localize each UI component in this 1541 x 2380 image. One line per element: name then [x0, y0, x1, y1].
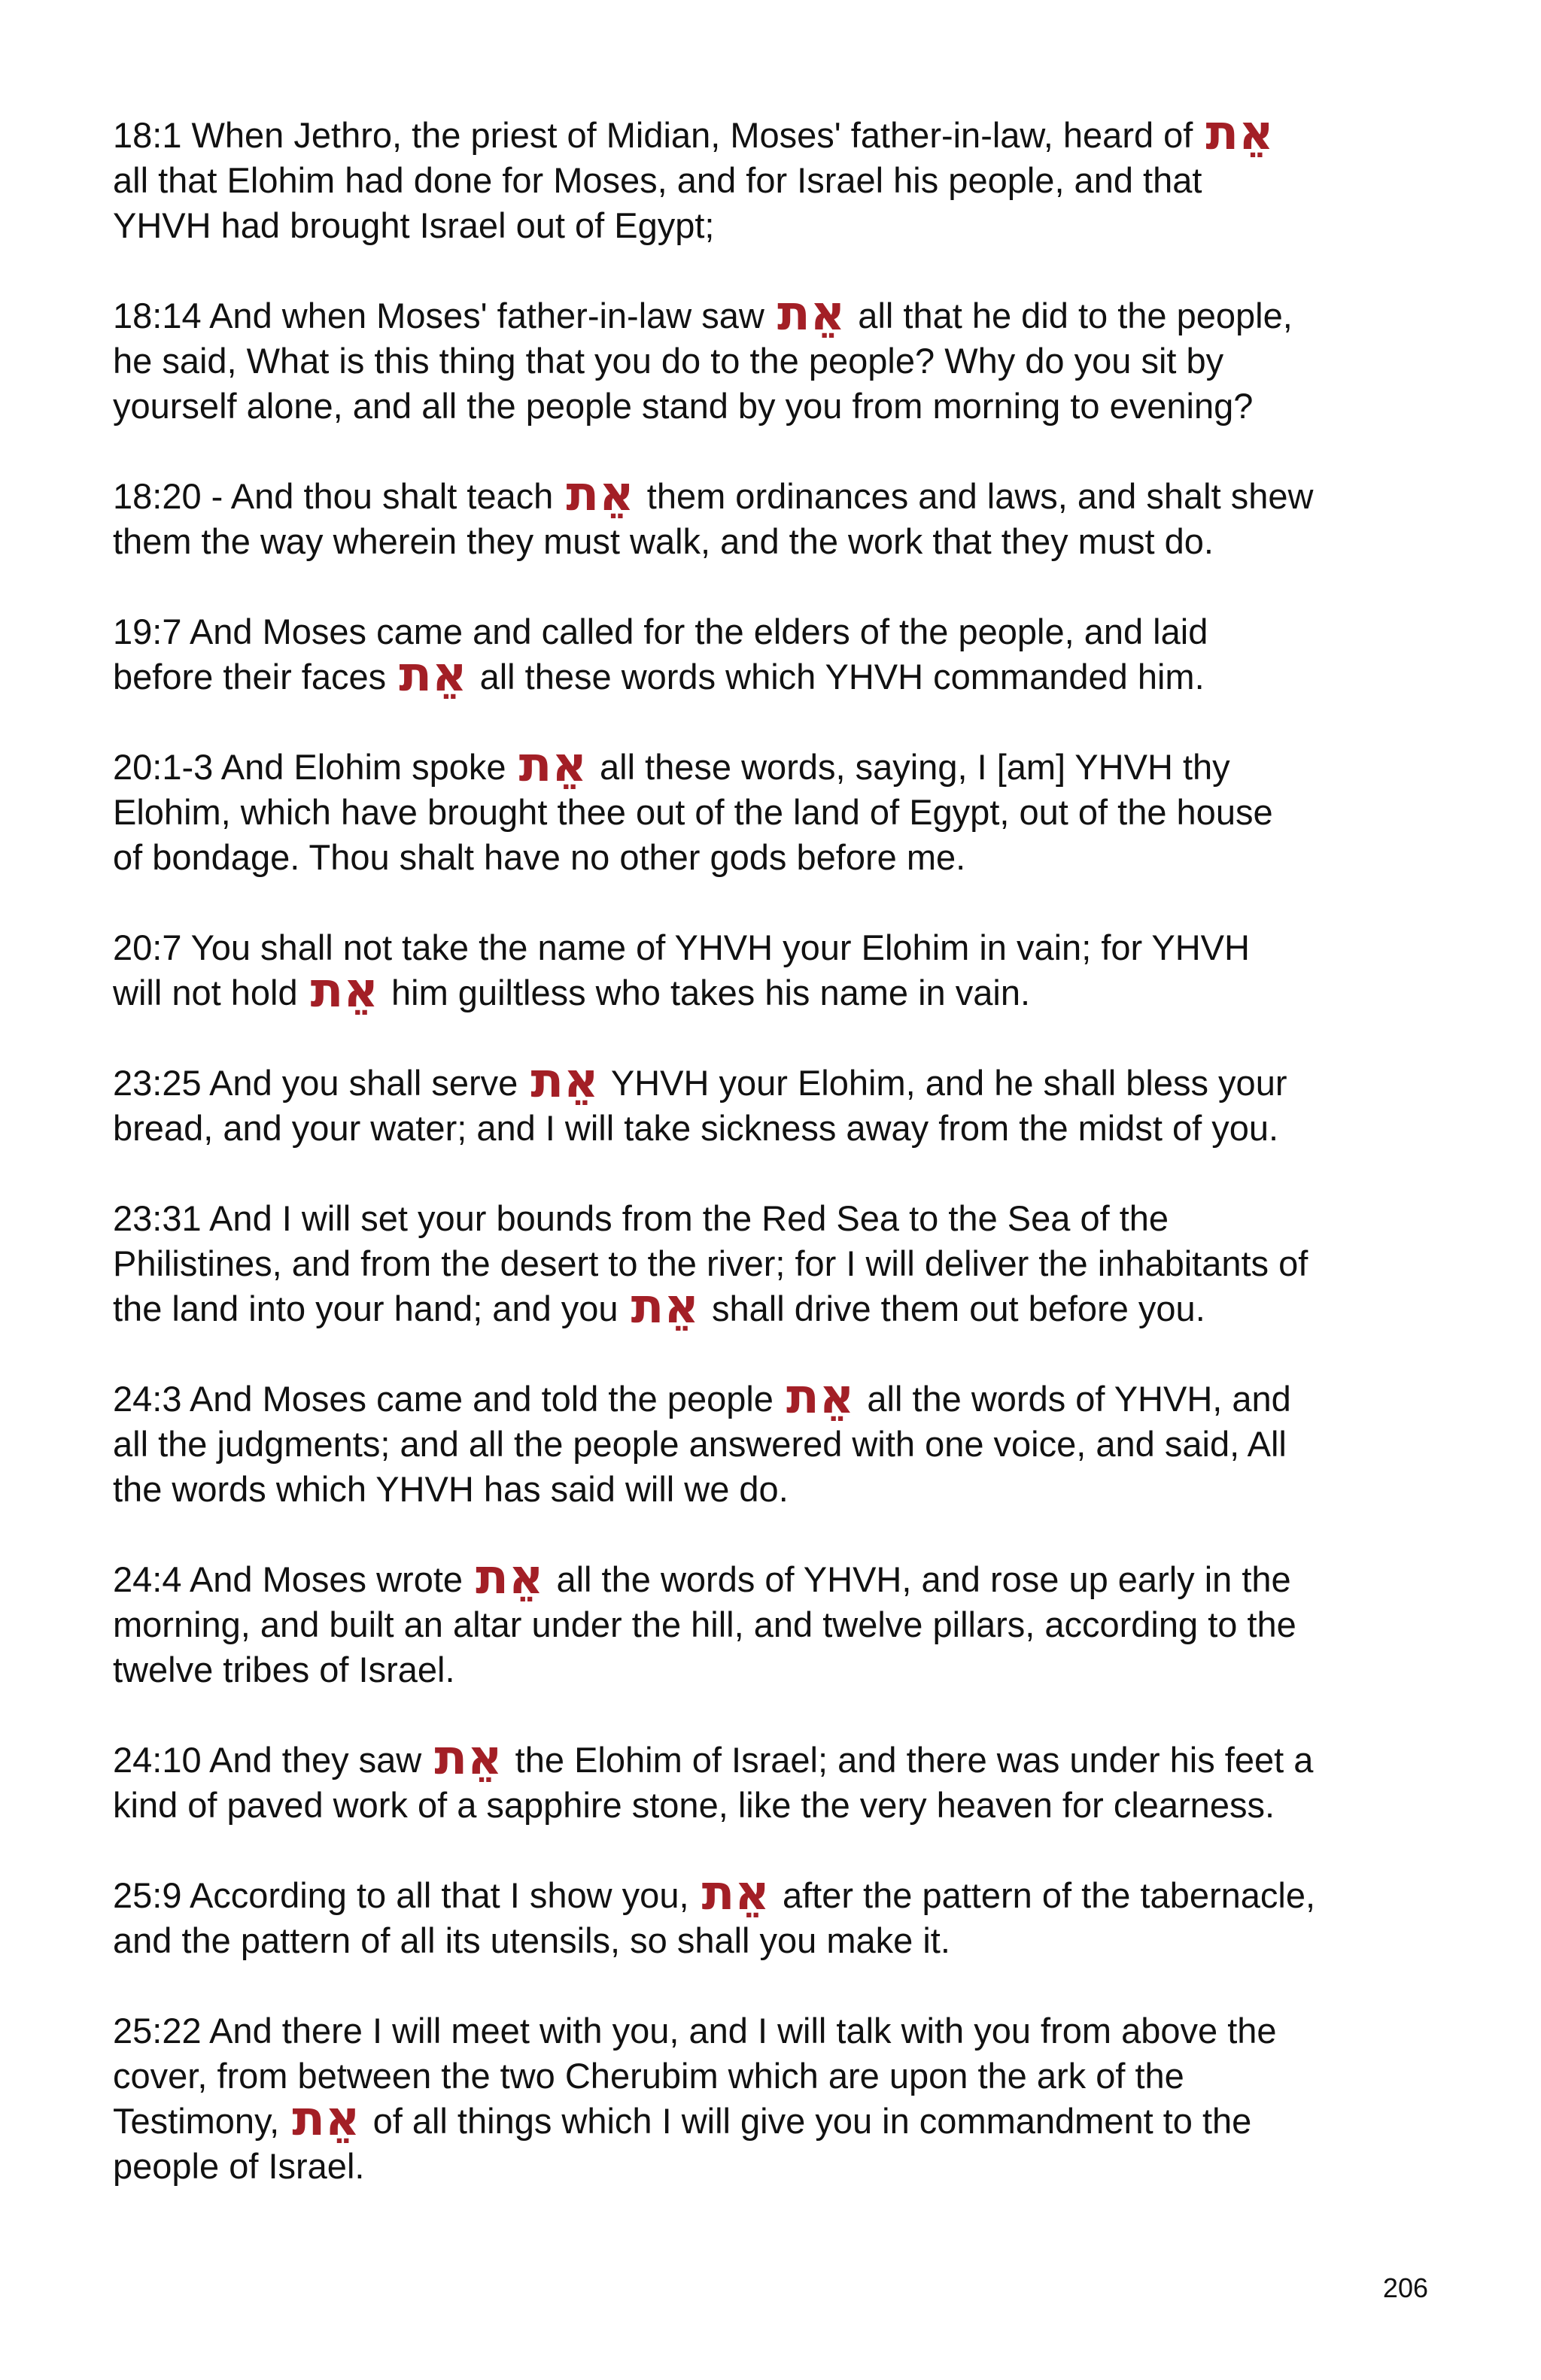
verse-text: 25:22 And there I will meet with you, and I will talk with you from above the cover, from between the two Cherubim which are upon the ark of the Testimony, — [113, 2011, 1277, 2141]
verse-text: them ordinances and laws, and shalt shew them the way wherein they must walk, and the work that they must do. — [113, 476, 1314, 561]
verse-text: YHVH your Elohim, and he shall bless your bread, and your water; and I will take sickness away from the midst of you. — [113, 1063, 1287, 1148]
aleph-tav-marker: אֵת — [1205, 105, 1274, 161]
verse-text: all that he did to the people, he said, What is this thing that you do to the people? Why do you sit by yourself alone, and all the people stand by you from morning to evening? — [113, 296, 1293, 426]
verse-24-4 — [113, 1550, 1460, 1692]
verse-text: all these words, saying, I [am] YHVH thy Elohim, which have brought thee out of the land of Egypt, out of the house of bondage. Thou shalt have no other gods before me. — [113, 747, 1273, 877]
verse-text: shall drive them out before you. — [701, 1289, 1205, 1328]
verse-text: 20:7 You shall not take the name of YHVH your Elohim in vain; for YHVH will not hold — [113, 927, 1250, 1012]
document-page — [113, 0, 1460, 2380]
verse-text: all these words which YHVH commanded him. — [470, 657, 1205, 697]
aleph-tav-marker: אֵת — [476, 1550, 544, 1605]
aleph-tav-marker: אֵת — [399, 647, 467, 703]
verse-text: 18:20 - And thou shalt teach — [113, 476, 564, 516]
verse-text: 20:1-3 And Elohim spoke — [113, 747, 516, 787]
verse-text: all that Elohim had done for Moses, and for Israel his people, and that YHVH had brought Israel out of Egypt; — [113, 160, 1202, 245]
verse-text: 23:25 And you shall serve — [113, 1063, 528, 1103]
verse-text: 18:1 When Jethro, the priest of Midian, Moses' father-in-law, heard of — [113, 115, 1203, 155]
verse-25-22 — [113, 2008, 1460, 2189]
verse-text: 25:9 According to all that I show you, — [113, 1875, 699, 1915]
aleph-tav-marker: אֵת — [701, 1865, 770, 1921]
aleph-tav-marker: אֵת — [777, 286, 846, 342]
verse-text: 18:14 And when Moses' father-in-law saw — [113, 296, 774, 335]
aleph-tav-marker: אֵת — [530, 1053, 599, 1109]
verse-text: 23:31 And I will set your bounds from the Red Sea to the Sea of the Philistines, and from the desert to the river; for I will deliver the inhabitants of the land into your hand; and you — [113, 1198, 1308, 1328]
verse-23-31 — [113, 1196, 1460, 1334]
verse-text: all the words of YHVH, and all the judgments; and all the people answered with one voice, and said, All the words which YHVH has said will we do. — [113, 1379, 1291, 1509]
verse-18-1 — [113, 105, 1460, 248]
verse-25-9 — [113, 1865, 1460, 1963]
verse-24-3 — [113, 1369, 1460, 1512]
verse-text: all the words of YHVH, and rose up early in the morning, and built an altar under the hill, and twelve pillars, according to the twelve tribes of Israel. — [113, 1559, 1296, 1689]
verse-text: him guiltless who takes his name in vain. — [381, 973, 1031, 1012]
verse-18-14 — [113, 286, 1460, 429]
verse-text: 24:3 And Moses came and told the people — [113, 1379, 784, 1419]
aleph-tav-marker: אֵת — [310, 963, 378, 1018]
verse-20-7 — [113, 925, 1460, 1018]
aleph-tav-marker: אֵת — [631, 1279, 699, 1334]
aleph-tav-marker: אֵת — [292, 2091, 360, 2147]
verse-text: of all things which I will give you in commandment to the people of Israel. — [113, 2101, 1252, 2186]
aleph-tav-marker: אֵת — [518, 737, 587, 793]
verse-text: 19:7 And Moses came and called for the elders of the people, and laid before their faces — [113, 612, 1208, 697]
verse-18-20 — [113, 466, 1460, 564]
verse-text: after the pattern of the tabernacle, and the pattern of all its utensils, so shall you make it. — [113, 1875, 1316, 1960]
page-number: 206 — [1382, 2272, 1428, 2303]
verse-text: 24:4 And Moses wrote — [113, 1559, 473, 1599]
aleph-tav-marker: אֵת — [434, 1730, 503, 1786]
verse-text: the Elohim of Israel; and there was under his feet a kind of paved work of a sapphire stone, like the very heaven for clearness. — [113, 1740, 1314, 1825]
verse-19-7 — [113, 609, 1460, 703]
verse-20-1-3 — [113, 737, 1460, 880]
aleph-tav-marker: אֵת — [566, 466, 634, 522]
verse-24-10 — [113, 1730, 1460, 1828]
verse-text: 24:10 And they saw — [113, 1740, 432, 1780]
aleph-tav-marker: אֵת — [786, 1369, 855, 1425]
verse-23-25 — [113, 1053, 1460, 1151]
